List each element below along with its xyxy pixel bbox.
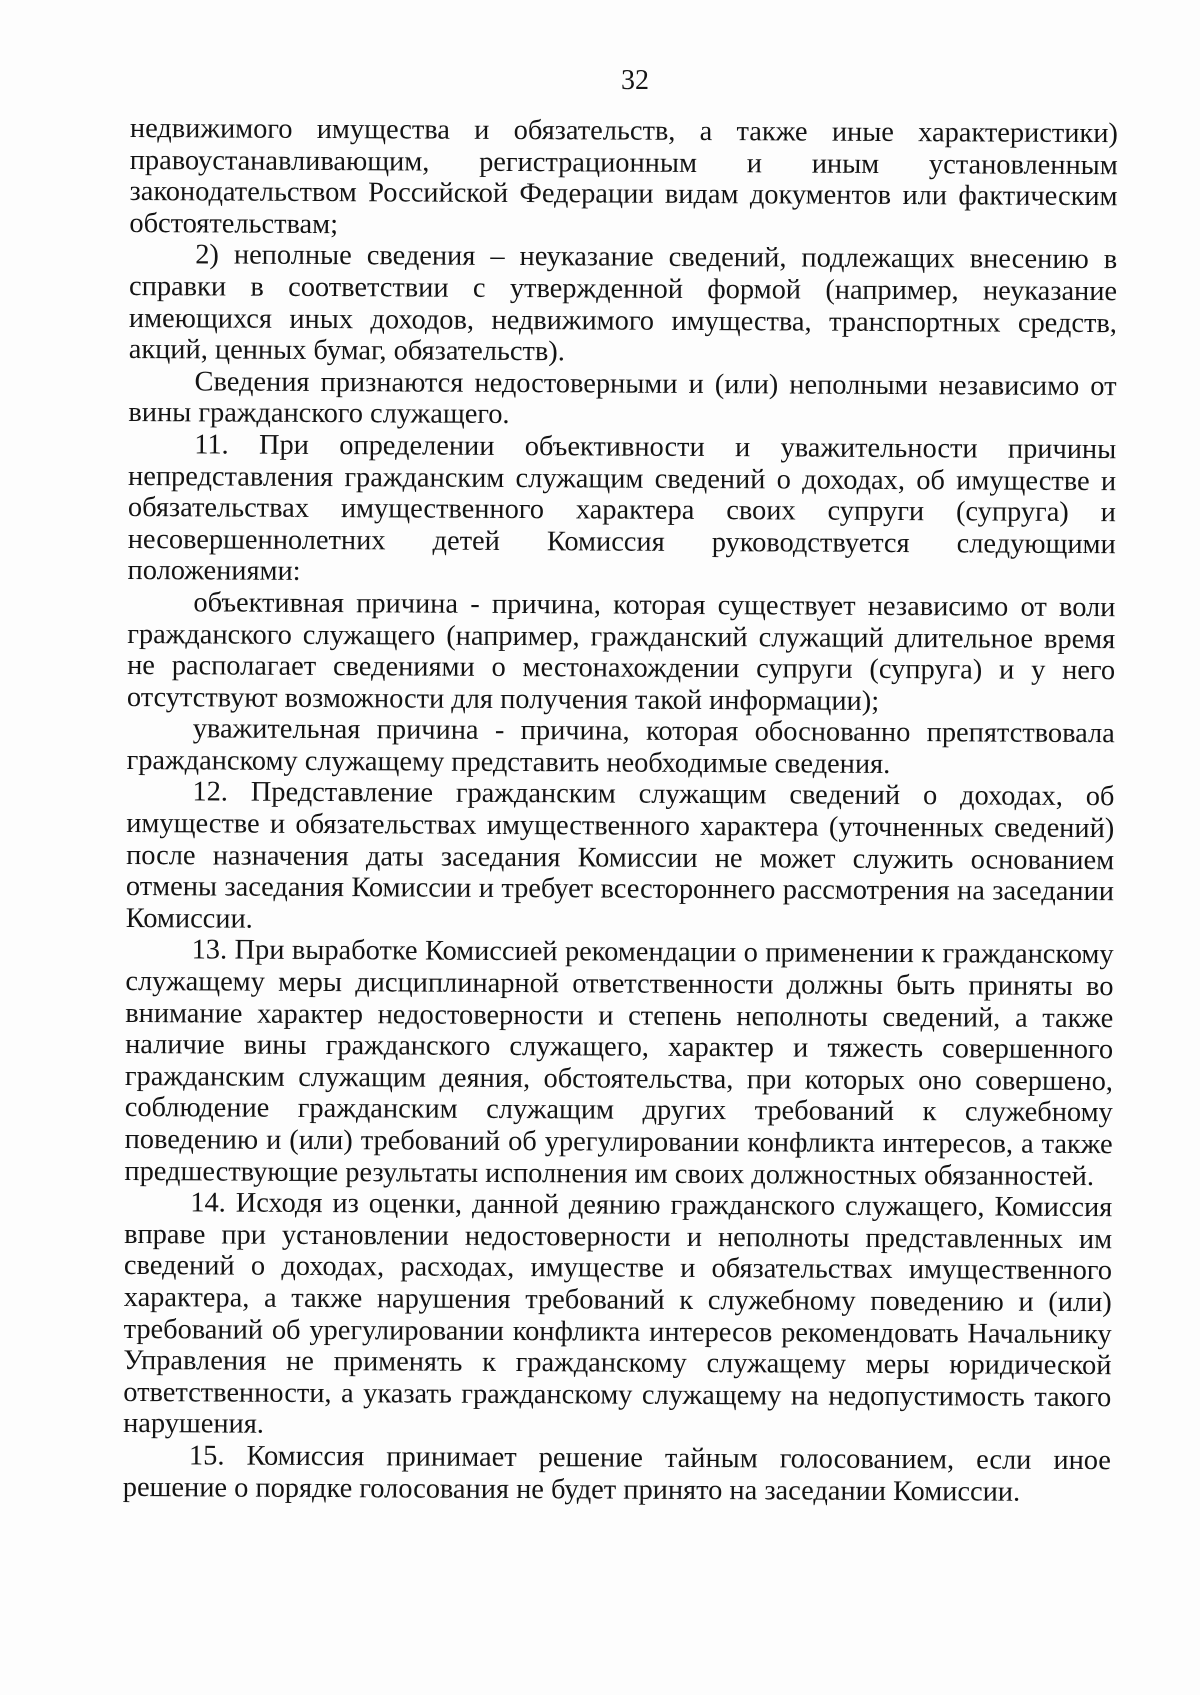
document-body (123, 113, 1118, 1508)
paragraph: Сведения признаются недостоверными и (или) неполными независимо от вины гражданского служащего. (128, 366, 1117, 431)
paragraph: 11. При определении объективности и уважительности причины непредставления гражданским служащим сведений о доходах, об имуществе и обязательствах имущественного характера своих супруги (супруга) и несовершеннолетних детей Комиссия руководствуется следующими положениями: (127, 429, 1117, 588)
paragraph: 12. Представление гражданским служащим сведений о доходах, об имуществе и обязательствах имущественного характера (уточненных сведений) после назначения даты заседания Комиссии не может служить основанием отмены заседания Комиссии и требует всестороннего рассмотрения на заседании Комиссии. (125, 776, 1115, 935)
paragraph: 14. Исходя из оценки, данной деянию гражданского служащего, Комиссия вправе при установлении недостоверности и неполноты представленных им сведений о доходах, расходах, имуществе и обязательствах имущественного характера, а также нарушения требований к служебному поведению и (или) требований об урегулировании конфликта интересов рекомендовать Начальнику Управления не применять к гражданскому служащему меры юридической ответственности, а указать гражданскому служащему на недопустимость такого нарушения. (123, 1187, 1113, 1441)
paragraph: объективная причина - причина, которая существует независимо от воли гражданского служащего (например, гражданский служащий длительное время не располагает сведениями о местонахождении супруги (супруга) и у него отсутствуют возможности для получения такой информации); (126, 587, 1116, 717)
paragraph: 15. Комиссия принимает решение тайным голосованием, если иное решение о порядке голосования не будет принято на заседании Комиссии. (122, 1440, 1112, 1508)
paragraph: 13. При выработке Комиссией рекомендации о применении к гражданскому служащему меры дисциплинарной ответственности должны быть приняты во внимание характер недостоверности и степень неполноты сведений, а также наличие вины гражданского служащего, характер и тяжесть совершенного гражданским служащим деяния, обстоятельства, при которых оно совершено, соблюдение гражданским служащим других требований к служебному поведению и (или) требований об урегулировании конфликта интересов, а также предшествующие результаты исполнения им своих должностных обязанностей. (124, 934, 1114, 1192)
paragraph: недвижимого имущества и обязательств, а также иные характеристики) правоустанавливающим, регистрационным и иным установленным законодательством Российской Федерации видам документов или фактическим обстоятельствам; (129, 113, 1118, 240)
paragraph: уважительная причина - причина, которая обоснованно препятствовала гражданскому служащему представить необходимые сведения. (126, 713, 1115, 780)
page-number: 32 (621, 65, 649, 96)
paragraph: 2) неполные сведения – неуказание сведений, подлежащих внесению в справки в соответствии с утвержденной формой (например, неуказание имеющихся иных доходов, недвижимого имущества, транспортных средств, акций, ценных бумаг, обязательств). (128, 239, 1118, 368)
